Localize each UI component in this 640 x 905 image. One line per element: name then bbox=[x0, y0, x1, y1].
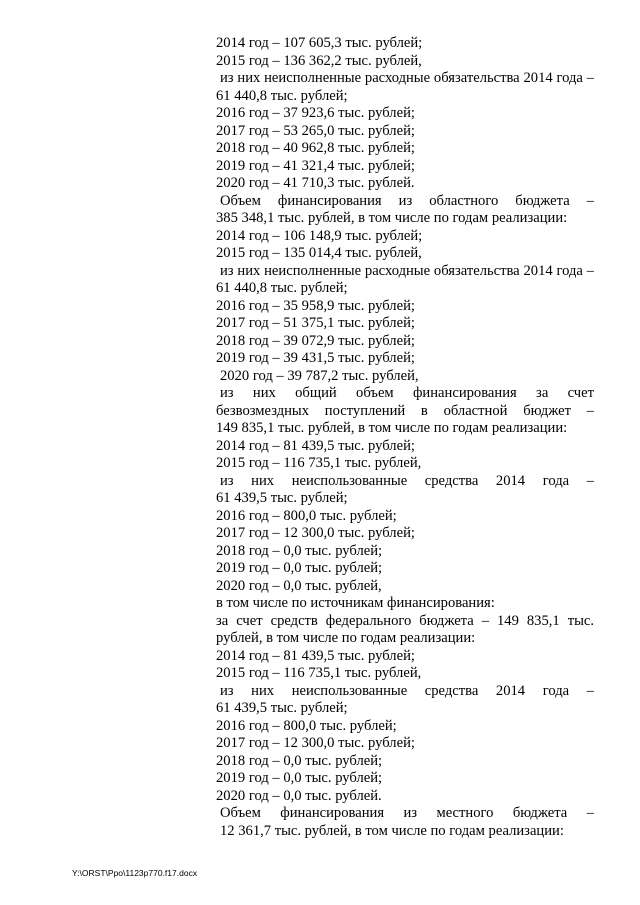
text-line: Объем финансирования из областного бюджета – bbox=[220, 192, 594, 209]
text-line: за счет средств федерального бюджета – 149 835,1 тыс. bbox=[216, 612, 594, 629]
text-line: 2015 год – 116 735,1 тыс. рублей, bbox=[216, 665, 422, 681]
text-line: 2019 год – 0,0 тыс. рублей; bbox=[216, 770, 383, 786]
text-line: 2018 год – 0,0 тыс. рублей; bbox=[216, 542, 383, 559]
text-line: 2014 год – 106 148,9 тыс. рублей; bbox=[216, 227, 423, 244]
text-line: рублей, в том числе по годам реализации: bbox=[216, 630, 476, 646]
text-line: 2017 год – 12 300,0 тыс. рублей; bbox=[216, 525, 415, 541]
text-line: 2016 год – 800,0 тыс. рублей; bbox=[216, 507, 397, 524]
text-line: 2015 год – 136 362,2 тыс. рублей, bbox=[216, 52, 422, 69]
text-line: 2018 год – 0,0 тыс. рублей; bbox=[216, 752, 383, 769]
text-line: 2017 год – 53 265,0 тыс. рублей; bbox=[216, 122, 415, 139]
text-line: 2015 год – 135 014,4 тыс. рублей, bbox=[216, 245, 422, 261]
text-line: 2018 год – 40 962,8 тыс. рублей; bbox=[216, 140, 415, 156]
text-line: 2020 год – 39 787,2 тыс. рублей, bbox=[220, 367, 419, 384]
text-line: 2019 год – 0,0 тыс. рублей; bbox=[216, 560, 383, 576]
text-line: 2018 год – 39 072,9 тыс. рублей; bbox=[216, 332, 415, 349]
text-line: 12 361,7 тыс. рублей, в том числе по годам реализации: bbox=[220, 822, 564, 839]
text-line: из них общий объем финансирования за счет bbox=[220, 385, 594, 401]
text-line: 2020 год – 41 710,3 тыс. рублей. bbox=[216, 175, 415, 191]
text-line: 61 439,5 тыс. рублей; bbox=[216, 490, 348, 506]
text-line: 2015 год – 116 735,1 тыс. рублей, bbox=[216, 455, 422, 471]
text-line: 2017 год – 12 300,0 тыс. рублей; bbox=[216, 735, 415, 751]
text-line: 2014 год – 81 439,5 тыс. рублей; bbox=[216, 647, 415, 664]
text-line: из них неисполненные расходные обязательства 2014 года – bbox=[220, 70, 594, 86]
text-line: 61 440,8 тыс. рублей; bbox=[216, 280, 348, 296]
text-line: 2016 год – 35 958,9 тыс. рублей; bbox=[216, 297, 415, 314]
text-line: безвозмездных поступлений в областной бюджет – bbox=[216, 402, 594, 419]
text-line: 385 348,1 тыс. рублей, в том числе по годам реализации: bbox=[216, 210, 568, 226]
text-line: 2020 год – 0,0 тыс. рублей, bbox=[216, 577, 382, 594]
text-line: из них неисполненные расходные обязательства 2014 года – bbox=[220, 262, 594, 279]
file-path-footer: Y:\ORST\Ppo\1123p770.f17.docx bbox=[72, 868, 198, 878]
document-body bbox=[216, 35, 594, 840]
text-line: в том числе по источникам финансирования: bbox=[216, 595, 495, 611]
text-line: 2014 год – 81 439,5 тыс. рублей; bbox=[216, 437, 415, 454]
text-line: 2016 год – 37 923,6 тыс. рублей; bbox=[216, 105, 415, 121]
text-line: 2014 год – 107 605,3 тыс. рублей; bbox=[216, 35, 423, 51]
text-line: 2019 год – 39 431,5 тыс. рублей; bbox=[216, 350, 415, 366]
text-line: 2017 год – 51 375,1 тыс. рублей; bbox=[216, 315, 415, 331]
text-line: из них неиспользованные средства 2014 года – bbox=[220, 472, 594, 489]
text-line: 2019 год – 41 321,4 тыс. рублей; bbox=[216, 157, 415, 174]
text-line: 2020 год – 0,0 тыс. рублей. bbox=[216, 787, 382, 804]
text-line: из них неиспользованные средства 2014 года – bbox=[220, 682, 594, 699]
text-line: 61 439,5 тыс. рублей; bbox=[216, 700, 348, 716]
text-line: Объем финансирования из местного бюджета – bbox=[220, 805, 594, 821]
text-line: 61 440,8 тыс. рублей; bbox=[216, 87, 348, 104]
text-line: 2016 год – 800,0 тыс. рублей; bbox=[216, 717, 397, 734]
text-line: 149 835,1 тыс. рублей, в том числе по годам реализации: bbox=[216, 420, 568, 436]
